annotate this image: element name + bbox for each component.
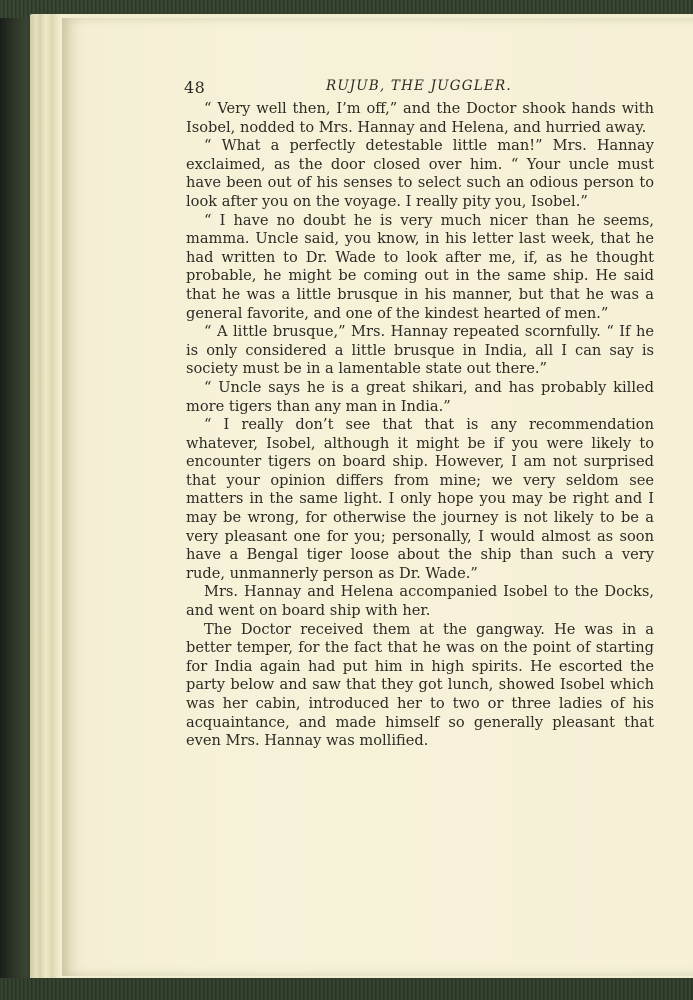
page-content <box>186 70 654 751</box>
page-number: 48 <box>184 78 206 97</box>
paragraph: The Doctor received them at the gangway. He was in a better temper, for the fact that he was on the point of starting for India again had put him in high spirits. He escorted the party below and saw that they got lunch, showed Isobel which was her cabin, introduced her to two or three ladies of his acquaintance, and made himself so generally pleasant that even Mrs. Hannay was mollified. <box>186 620 654 750</box>
paragraph: “ Very well then, I’m off,” and the Doctor shook hands with Isobel, nodded to Mrs. Hannay and Helena, and hurried away. <box>186 100 654 136</box>
paragraph: “ I really don’t see that that is any recommendation whatever, Isobel, although it might be if you were likely to encounter tigers on board ship. However, I am not surprised that your opinion differs from mine; we very seldom see matters in the same light. I only hope you may be right and I may be wrong, for otherwise the journey is not likely to be a very pleasant one for you; personally, I would almost as soon have a Bengal tiger loose about the ship than such a very rude, unmannerly person as Dr. Wade.” <box>186 416 654 582</box>
book-cover-bottom-edge <box>0 978 693 1000</box>
running-head: RUJUB, THE JUGGLER. <box>326 78 512 94</box>
page-header <box>186 70 654 100</box>
paragraph: “ A little brusque,” Mrs. Hannay repeated scornfully. “ If he is only considered a little brusque in India, all I can say is society must be in a lamentable state out there.” <box>186 323 654 378</box>
paragraph: “ I have no doubt he is very much nicer than he seems, mamma. Uncle said, you know, in his letter last week, that he had written to Dr. Wade to look after me, if, as he thought probable, he might be coming out in the same ship. He said that he was a little brusque in his manner, but that he was a general favorite, and one of the kindest hearted of men.” <box>186 211 654 322</box>
paragraph: “ What a perfectly detestable little man!” Mrs. Hannay exclaimed, as the door closed over him. “ Your uncle must have been out of his senses to select such an odious person to look after you on the voyage. I really pity you, Isobel.” <box>186 137 654 210</box>
paragraph: “ Uncle says he is a great shikari, and has probably killed more tigers than any man in India.” <box>186 378 654 415</box>
paragraph: Mrs. Hannay and Helena accompanied Isobel to the Docks, and went on board ship with her. <box>186 583 654 620</box>
